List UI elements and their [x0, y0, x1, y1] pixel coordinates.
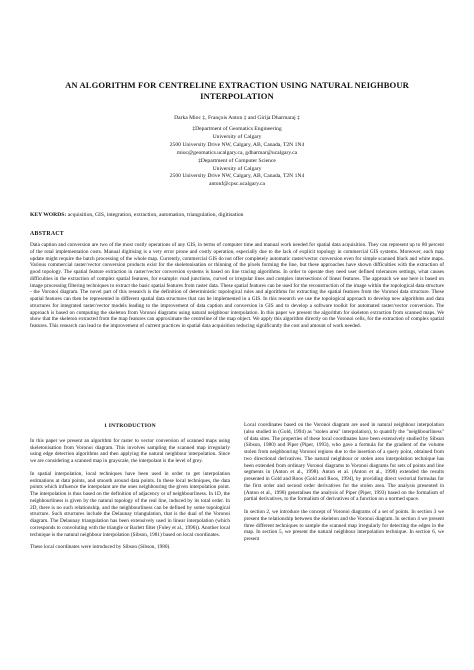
paragraph: In section 2, we introduce the concept of Voronoi diagrams of a set of points. In section 3 we present the relationship between the skeleton and the Voronoi diagram. In section 4 we present three different techniques to sample the scanned map irregularly for detecting the edges in the map. In section 5, we present the natural neighbour interpolation technique. In section 6, we present [244, 509, 444, 542]
keywords-text: acquisition, GIS, integration, extraction, automation, triangulation, digitisation [66, 212, 244, 218]
abstract-heading: ABSTRACT [30, 231, 64, 237]
affiliation-line: mioc@geomatics.ucalgary.ca, gdharmar@ucalgary.ca [176, 149, 298, 156]
title-line: AN ALGORITHM FOR CENTRELINE EXTRACTION USING NATURAL NEIGHBOUR [65, 80, 409, 90]
paper-title [30, 80, 444, 102]
affiliation-line: 2500 University Drive NW, Calgary, AB, Canada, T2N 1N4 [169, 141, 305, 148]
right-column [244, 422, 444, 543]
affiliation-line: 2500 University Drive NW, Calgary, AB, Canada, T2N 1N4 [169, 173, 305, 180]
paragraph: In this paper we present an algorithm for raster to vector conversion of scanned maps using skeletonisation from Voronoi diagram. This involves sampling the scanned map irregularly using edge detection algorithms and then applying the natural neighbour interpolation. Since we are considering a scanned map in grayscale, the interpolant is the level of grey. [30, 437, 230, 464]
paragraph: These local coordinates were introduced by Sibson (Sibson, 1980). [30, 544, 171, 551]
keywords-label: KEY WORDS: [30, 212, 67, 218]
affiliations [30, 126, 444, 189]
keywords [30, 211, 444, 219]
section-heading: 1 INTRODUCTION [104, 423, 156, 429]
affiliation-line: ‡Department of Computer Science [198, 157, 276, 164]
affiliation-line: University of Calgary [212, 133, 262, 140]
affiliation-line: ‡Department of Geomatics Engineering [192, 126, 282, 132]
left-column [30, 423, 230, 551]
title-line: INTERPOLATION [200, 91, 274, 101]
affiliation-line: antonf@cpsc.ucalgary.ca [208, 181, 266, 188]
abstract-text: Data caption and conversion are two of the most costly operations of any GIS, in terms of computer time and manual work needed for spatial data acquisition. They can represent up to 80 percent of the total implementation costs. Manual digitising is a very error prone and costly operation, especially due to the lack of explicit topology in commercial GIS systems. Moreover, each map update might require the batch processing of the whole map. Currently, commercial GIS do not offer completely automatic raster/vector conversion even for simple scanned black and white maps. Various commercial raster/vector conversion products exist for the skeletonisation or thinning of the pixels forming the line, but these approaches have shown difficulties with the extraction of good topology. The spatial feature extraction in raster/vector conversion systems is based on line tracing algorithms. In order to operate they need user defined tolerances settings, what causes difficulties in the extraction of complex spatial features, for example: road junctions, curved or irregular lines and complex intersections of linear features. The approach we use here is based on image processing filtering techniques to extract the basic spatial features from raster data. These spatial features can be used for the reconstruction of the image within the topological data structure - the Voronoi diagram. The novel part of this research is the definition of deterministic topological rules and algorithms for extracting the spatial features from the Voronoi data structure. These spatial features can then be represented in different spatial data structures that can be implemented in a GIS. In this research we use the topological approach to develop new algorithms and data structures for integrated raster/vector models leading to the improvement of data caption and conversion in GIS and to develop a software toolkit for automated raster/vector conversion. The approach is based on computing the skeleton from Voronoi diagrams using natural neighbour interpolation. In this paper we present the algorithm for skeleton extraction from scanned maps. We show that the skeleton extracted from the map features can approximate the centreline of the map object. We apply this algorithm directly on the Voronoi cells, for the extraction of complex spatial features. This research can lead to the improvement of current practices in spatial data acquisition reducing significantly the cost and amount of work needed. [30, 242, 444, 329]
paragraph: In spatial interpolation, local techniques have been used in order to get interpolation estimations at data points, and smooth around data points. In these local techniques, the data points which influence the interpolant are the ones neighbouring the given interpolation point. The interpolation is thus based on the definition of adjacency or of neighbourliness. In 1D, the neighbourliness is given by the natural topology of the real line, induced by its total order. In 2D, there is no such relationship, and the neighbourliness can be defined by some topological structure. Such structures include the Delaunay triangulation, that is the dual of the Voronoi diagram. The Delaunay triangulation has been extensively used in linear interpolation (which corresponds to convoluting with the triangle or Barlett filter (Foley et al., 1996)). Another local technique is the natural neighbour interpolation (Sibson, 1981) based on local coordinates. [30, 470, 230, 538]
paragraph: Local coordinates based on the Voronoi diagram are used in natural neighbour interpolation (also studied in (Gold, 1994) as "stolen area" interpolation), to quantify the "neighbourliness" of data sites. The properties of these local coordinates have been extensively studied by Sibson (Sibson, 1980) and Piper (Piper, 1993), who gave a formula for the gradient of the volume stolen from neighbouring Voronoi regions due to the insertion of a query point, obtained from two directional derivatives. The natural neighbour or stolen area interpolation technique has been extended from ordinary Voronoi diagrams to Voronoi diagrams for sets of points and line segments in (Anton et al., 1998). Anton et al. (Anton et al., 1998) extended the results presented in Gold and Roos (Gold and Roos, 1994), by providing direct vectorial formulas for the first order and second order derivatives for the stolen area. The analysis presented in (Anton et al., 1998) generalises the analysis of Piper (Piper, 1993) based on the formalism of partial derivatives, to the formalism of derivatives of a function on a normed space. [244, 422, 444, 503]
affiliation-line: University of Calgary [212, 165, 262, 172]
authors: Darka Mioc ‡, François Anton ‡ and Girija Dharmaraj ‡ [174, 115, 300, 121]
